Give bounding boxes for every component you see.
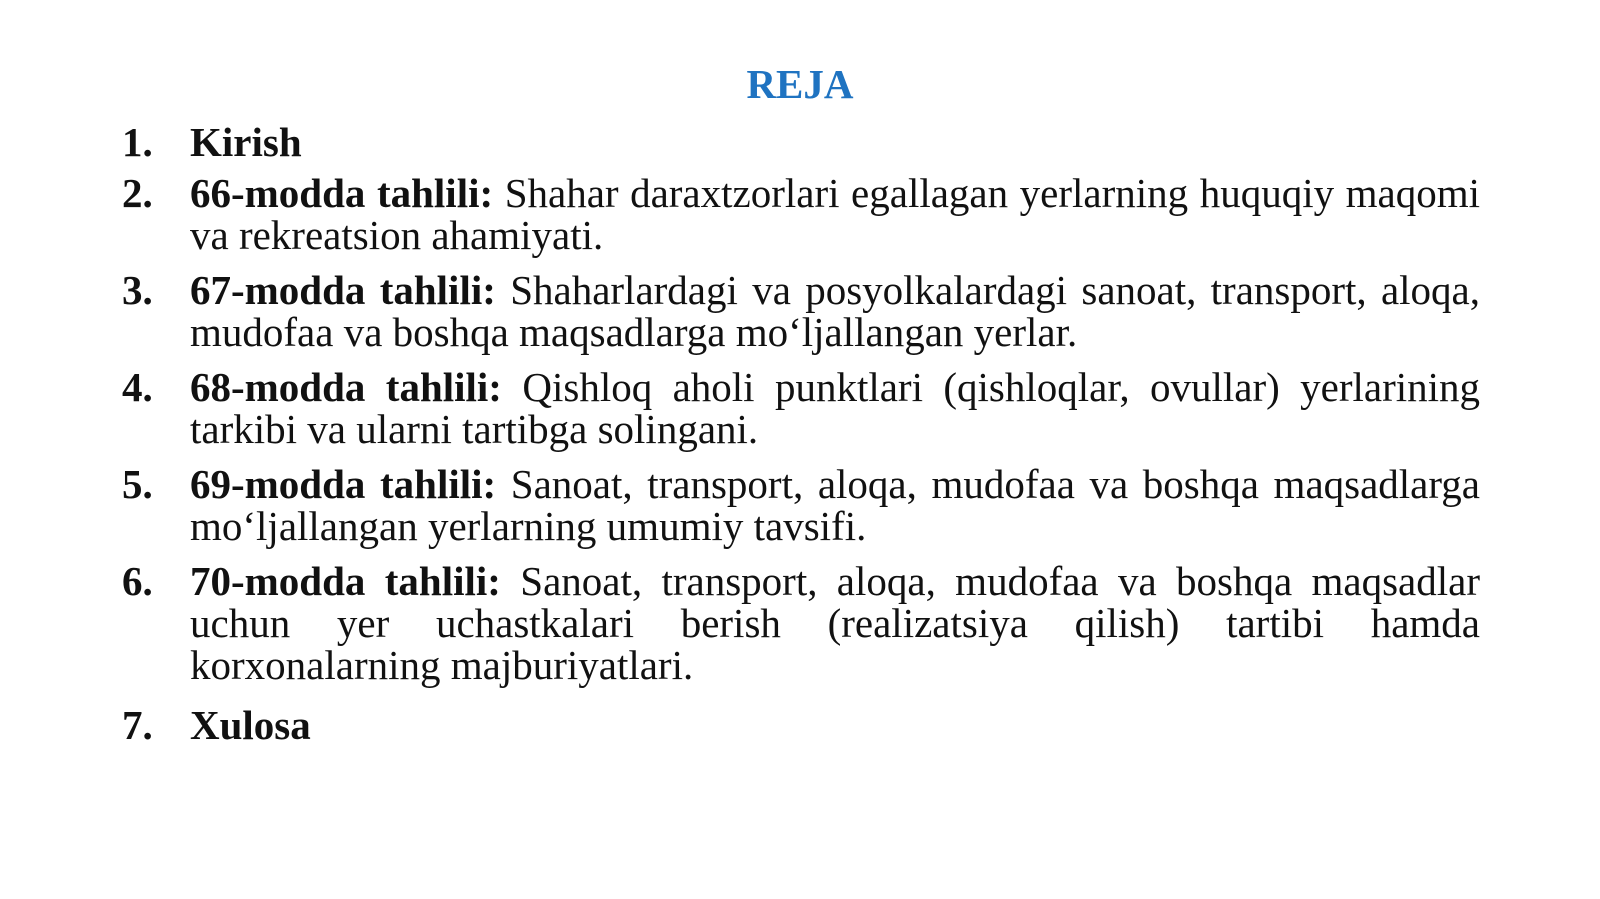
list-item (122, 116, 1480, 168)
item-number: 6. (122, 558, 153, 604)
item-body (190, 699, 1480, 751)
list-item (122, 269, 1480, 353)
item-body (190, 560, 1480, 686)
plan-list (122, 116, 1480, 755)
item-number: 2. (122, 170, 153, 216)
list-item (122, 463, 1480, 547)
item-body (190, 172, 1480, 256)
item-body (190, 463, 1480, 547)
item-body (190, 366, 1480, 450)
item-number: 3. (122, 267, 153, 313)
item-number: 7. (122, 702, 153, 748)
item-text: Sanoat, transport, aloqa, mudofaa va boshqa maqsadlar uchun yer uchastkalari berish (realizatsiya qilish) tartibi hamda korxonalarning majburiyatlari. (190, 558, 1480, 688)
item-body (190, 269, 1480, 353)
item-text: Sanoat, transport, aloqa, mudofaa va boshqa maqsadlarga mo‘ljallangan yerlarning umumiy tavsifi. (190, 461, 1480, 549)
item-number: 4. (122, 364, 153, 410)
item-text: Shahar daraxtzorlari egallagan yerlarning huquqiy maqomi va rekreatsion ahamiyati. (190, 170, 1480, 258)
item-heading: 70-modda tahlili: (190, 558, 501, 604)
item-text: Qishloq aholi punktlari (qishloqlar, ovullar) yerlarining tarkibi va ularni tartibga solingani. (190, 364, 1481, 452)
list-item (122, 699, 1480, 751)
item-heading: 69-modda tahlili: (190, 461, 497, 507)
page-title: REJA (746, 61, 854, 107)
item-text: Shaharlardagi va posyolkalardagi sanoat, transport, aloqa, mudofaa va boshqa maqsadlarga mo‘ljallangan yerlar. (190, 267, 1480, 355)
item-heading: 68-modda tahlili: (190, 364, 502, 410)
item-heading: 66-modda tahlili: (190, 170, 494, 216)
item-heading: Xulosa (190, 702, 311, 748)
item-heading: Kirish (190, 119, 302, 165)
list-item (122, 560, 1480, 686)
item-body (190, 116, 1480, 168)
item-number: 1. (122, 119, 153, 165)
list-item (122, 366, 1480, 450)
item-number: 5. (122, 461, 153, 507)
item-heading: 67-modda tahlili: (190, 267, 496, 313)
list-item (122, 172, 1480, 256)
